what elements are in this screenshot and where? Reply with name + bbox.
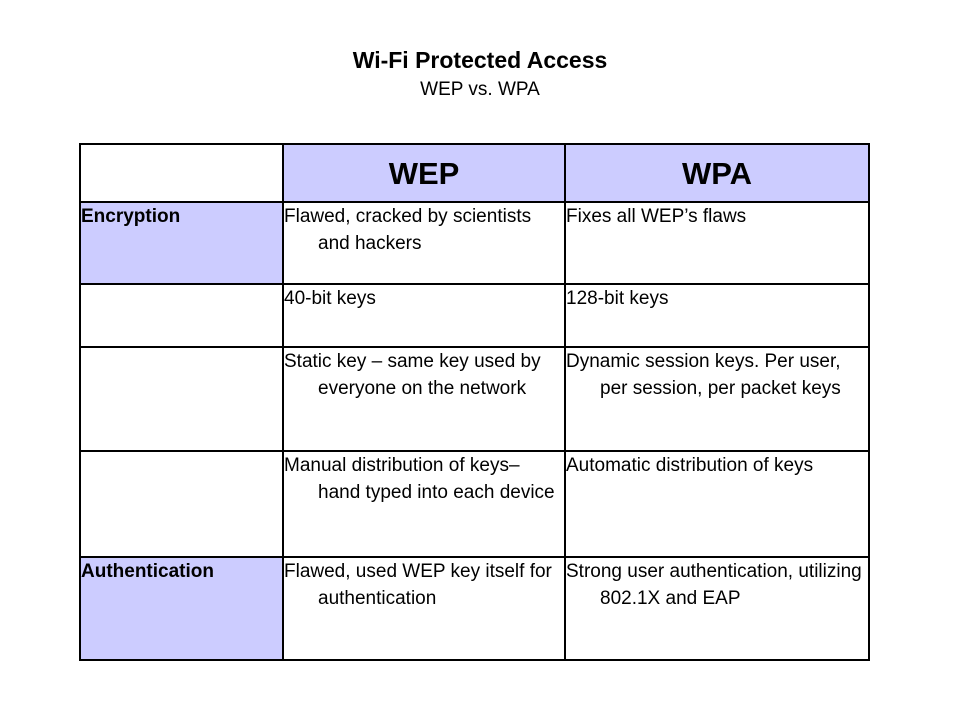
wpa-cell [565, 451, 869, 557]
column-header-wpa: WPA [565, 144, 869, 202]
wpa-cell [565, 202, 869, 284]
wep-cell [283, 347, 565, 451]
wep-cell-text: Flawed, cracked by scientists and hackers [284, 206, 532, 254]
row-label-encryption: Encryption [80, 202, 283, 284]
wep-cell-text: Flawed, used WEP key itself for authentication [284, 561, 552, 609]
table-row [80, 557, 869, 660]
wpa-cell-text: Automatic distribution of keys [566, 455, 814, 476]
wpa-cell [565, 347, 869, 451]
table-row [80, 451, 869, 557]
table-row [80, 347, 869, 451]
wpa-cell-text: 128-bit keys [566, 288, 669, 309]
row-label-empty [80, 284, 283, 347]
slide-title: Wi-Fi Protected Access [352, 47, 608, 73]
slide-subtitle: WEP vs. WPA [420, 79, 540, 100]
wep-cell-text: Manual distribution of keys– hand typed into each device [284, 455, 555, 503]
table-row [80, 284, 869, 347]
table-corner-cell [80, 144, 283, 202]
table-row [80, 202, 869, 284]
row-label-empty [80, 451, 283, 557]
wpa-cell [565, 557, 869, 660]
wpa-cell-text: Dynamic session keys. Per user, per session, per packet keys [566, 351, 841, 399]
wpa-cell-text: Fixes all WEP’s flaws [566, 206, 747, 227]
wpa-cell-text: Strong user authentication, utilizing 802.1X and EAP [566, 561, 862, 609]
table-header-row [80, 144, 869, 202]
wep-cell [283, 202, 565, 284]
wep-cell [283, 451, 565, 557]
row-label-authentication: Authentication [80, 557, 283, 660]
row-label-empty [80, 347, 283, 451]
comparison-table [79, 143, 870, 661]
wpa-cell [565, 284, 869, 347]
wep-cell-text: Static key – same key used by everyone on the network [284, 351, 541, 399]
wep-cell [283, 284, 565, 347]
wep-cell [283, 557, 565, 660]
column-header-wep: WEP [283, 144, 565, 202]
wep-cell-text: 40-bit keys [284, 288, 376, 309]
